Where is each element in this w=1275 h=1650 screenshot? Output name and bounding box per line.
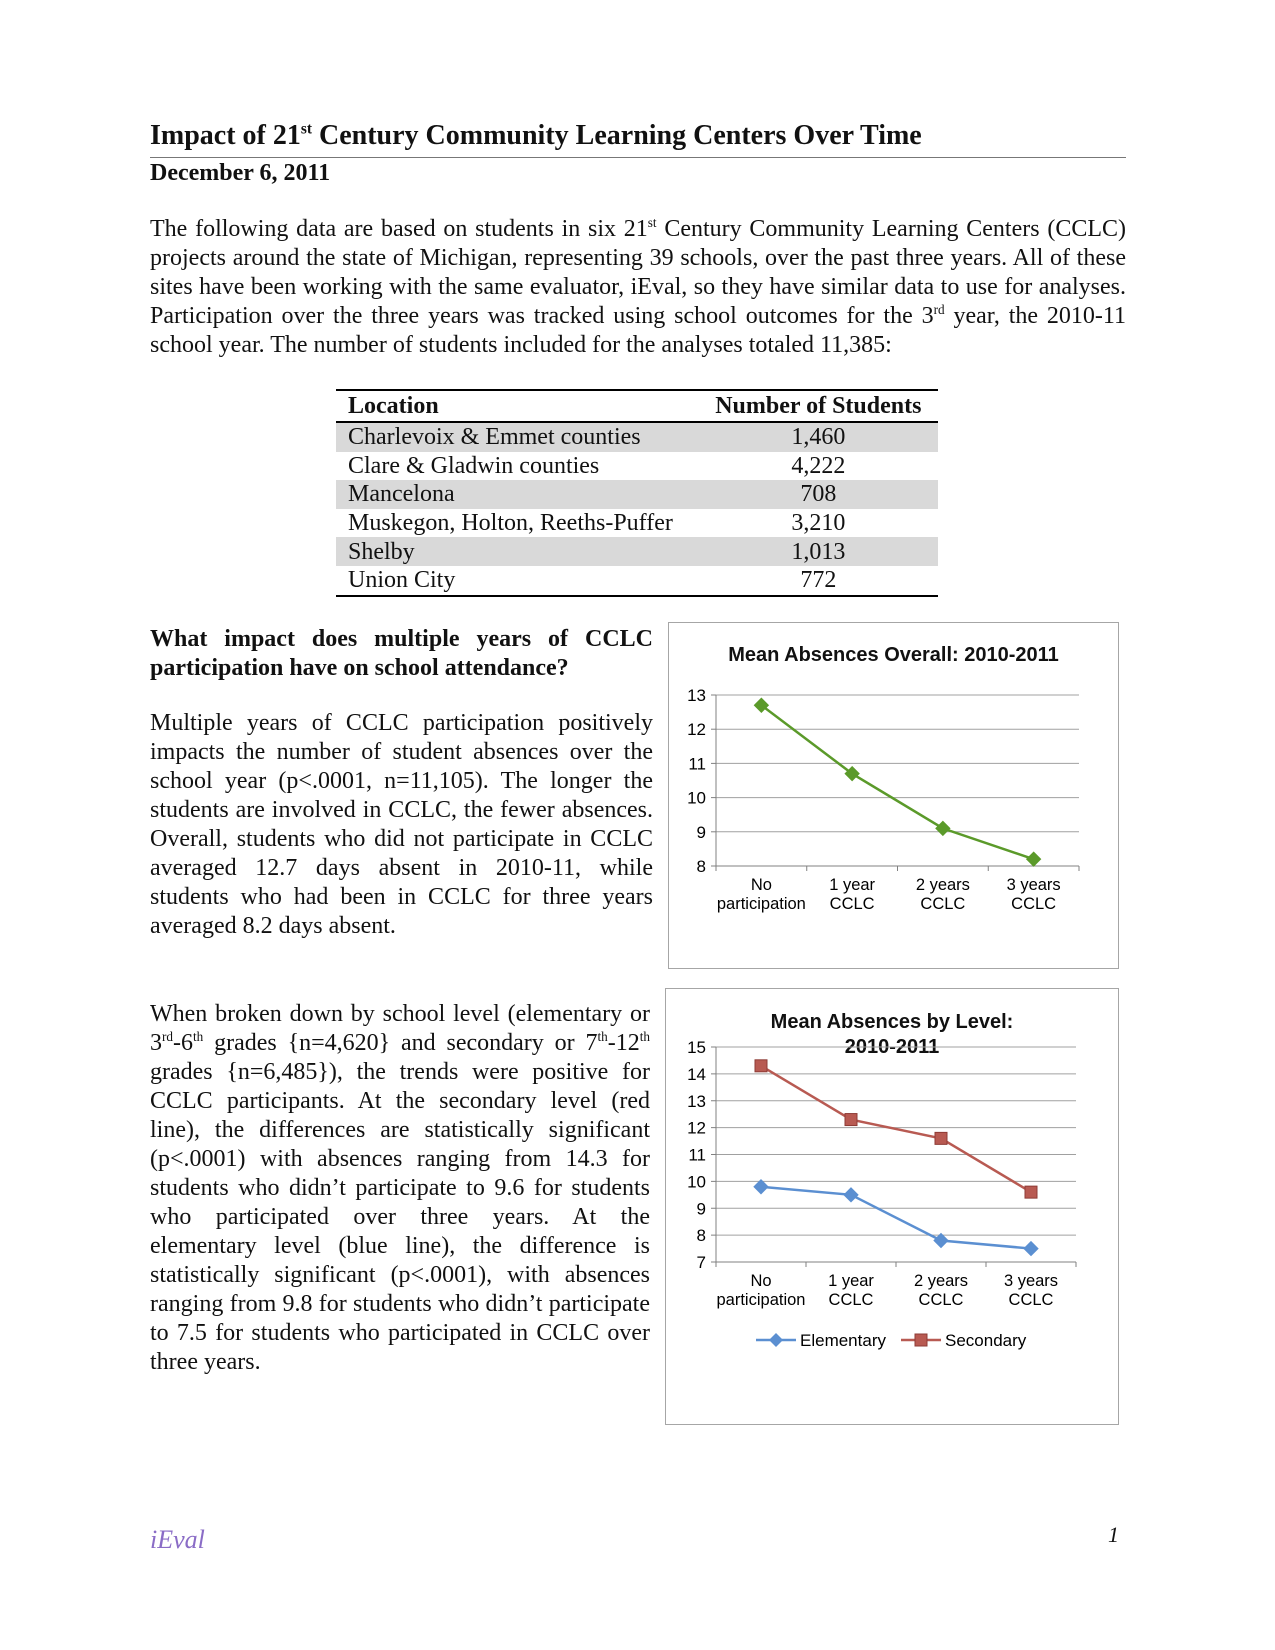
x-tick-label: 1 year <box>828 1272 874 1290</box>
y-tick-label: 9 <box>696 822 706 842</box>
x-tick-label: No <box>750 1272 772 1290</box>
level-chart <box>666 989 1118 1424</box>
x-tick-label: 3 years <box>1003 1272 1059 1290</box>
x-tick-label: No <box>750 876 772 894</box>
y-tick-label: 15 <box>687 1038 706 1057</box>
y-tick-label: 13 <box>687 686 706 705</box>
data-point <box>1024 1242 1038 1256</box>
data-point <box>755 1060 767 1072</box>
y-tick-label: 10 <box>687 1172 706 1192</box>
location-cell: Mancelona <box>336 480 699 509</box>
y-tick-label: 13 <box>687 1091 706 1111</box>
location-cell: Muskegon, Holton, Reeths-Puffer <box>348 510 673 537</box>
data-point <box>936 821 950 835</box>
x-tick-label: CCLC <box>1011 895 1057 913</box>
level-paragraph: When broken down by school level (elementary or 3rd-6th grades {n=4,620} and secondary or 7th-12th grades {n=6,485}), the trends were positive for CCLC participants. At the secondary level (red line), the differences are statistically significant (p<.0001) with absences ranging from 14.3 for students who didn’t participate to 9.6 for students who participated over three years. At the elementary level (blue line), the difference is statistically significant (p<.0001), with absences ranging from 9.8 for students who didn’t participate to 7.5 for students who participated in CCLC over three years. <box>150 1001 650 1375</box>
data-point <box>845 1114 857 1126</box>
legend-label: Secondary <box>945 1331 1027 1350</box>
students-cell: 4,222 <box>791 452 846 479</box>
x-tick-label: 3 years <box>1006 876 1061 894</box>
intro-paragraph: The following data are based on students in six 21st Century Community Learning Centers (CCLC) projects around the state of Michigan, representing 39 schools, over the past three years. All of these sites have been working with the same evaluator, iEval, so they have similar data to use for analyses. Participation over the three years was tracked using school outcomes for the 3rd year, the 2010-11 school year. The number of students included for the analyses totaled 11,385: <box>150 215 1127 358</box>
y-tick-label: 14 <box>687 1064 706 1084</box>
title-rule <box>150 157 1126 158</box>
students-cell: 708 <box>699 480 938 509</box>
students-header: Number of Students <box>699 390 938 422</box>
students-cell: 772 <box>699 566 938 596</box>
level-chart-panel <box>665 988 1119 1425</box>
data-point <box>1025 1186 1037 1198</box>
y-tick-label: 12 <box>687 720 706 740</box>
location-header: Location <box>336 390 699 422</box>
overall-chart-panel <box>668 622 1119 969</box>
x-tick-label: participation <box>716 895 806 913</box>
y-tick-label: 12 <box>687 1118 706 1138</box>
ieval-logo: iEval <box>150 1525 205 1554</box>
location-table <box>336 389 938 597</box>
x-tick-label: 2 years <box>915 876 970 894</box>
y-tick-label: 8 <box>696 1226 706 1246</box>
location-cell: Union City <box>336 566 699 596</box>
x-tick-label: participation <box>716 1291 806 1309</box>
x-tick-label: CCLC <box>828 1291 874 1309</box>
x-tick-label: CCLC <box>918 1291 964 1309</box>
table-row <box>336 422 938 452</box>
y-tick-label: 11 <box>688 1145 706 1165</box>
y-tick-label: 8 <box>696 857 706 876</box>
table-row <box>336 452 938 481</box>
overall-chart <box>669 623 1118 968</box>
x-tick-label: 1 year <box>829 876 876 894</box>
overall-paragraph: Multiple years of CCLC participation positively impacts the number of student absences over the school year (p<.0001, n=11,105). The longer the students are involved in CCLC, the fewer absences. Overall, students who did not participate in CCLC averaged 12.7 days absent in 2010-11, while students who had been in CCLC for three years averaged 8.2 days absent. <box>150 710 653 939</box>
location-cell: Charlevoix & Emmet counties <box>336 422 699 452</box>
chart-title: Mean Absences Overall: 2010-2011 <box>728 644 1059 666</box>
x-tick-label: CCLC <box>829 895 875 913</box>
students-cell: 1,460 <box>699 422 938 452</box>
location-cell: Shelby <box>336 537 699 566</box>
students-cell: 1,013 <box>699 537 938 566</box>
report-date: December 6, 2011 <box>150 160 331 186</box>
page-number: 1 <box>1108 1522 1119 1547</box>
data-point <box>935 1132 947 1144</box>
table-row <box>336 509 938 538</box>
series-line <box>761 1066 1031 1192</box>
section-question: What impact does multiple years of CCLC participation have on school attendance? <box>150 626 653 681</box>
page-title: Impact of 21st Century Community Learning Centers Over Time <box>150 120 922 151</box>
table-header-row <box>336 390 938 422</box>
series-line <box>761 705 1033 859</box>
x-tick-label: 2 years <box>913 1272 969 1290</box>
location-cell: Clare & Gladwin counties <box>348 452 600 479</box>
table-row <box>336 537 938 566</box>
x-tick-label: CCLC <box>920 895 966 913</box>
table-row <box>336 480 938 509</box>
legend-marker <box>915 1334 927 1346</box>
chart-title-line: 2010-2011 <box>844 1036 940 1058</box>
legend-label: Elementary <box>800 1331 886 1350</box>
data-point <box>844 1188 858 1202</box>
y-tick-label: 7 <box>696 1253 706 1272</box>
data-point <box>1027 852 1041 866</box>
students-cell: 3,210 <box>791 510 846 537</box>
chart-title-line: Mean Absences by Level: <box>770 1011 1014 1033</box>
series-line <box>761 1187 1031 1249</box>
x-tick-label: CCLC <box>1008 1291 1054 1309</box>
y-tick-label: 11 <box>688 754 706 774</box>
table-row <box>336 566 938 596</box>
y-tick-label: 10 <box>687 788 706 808</box>
legend-marker <box>769 1333 783 1347</box>
y-tick-label: 9 <box>696 1199 706 1219</box>
